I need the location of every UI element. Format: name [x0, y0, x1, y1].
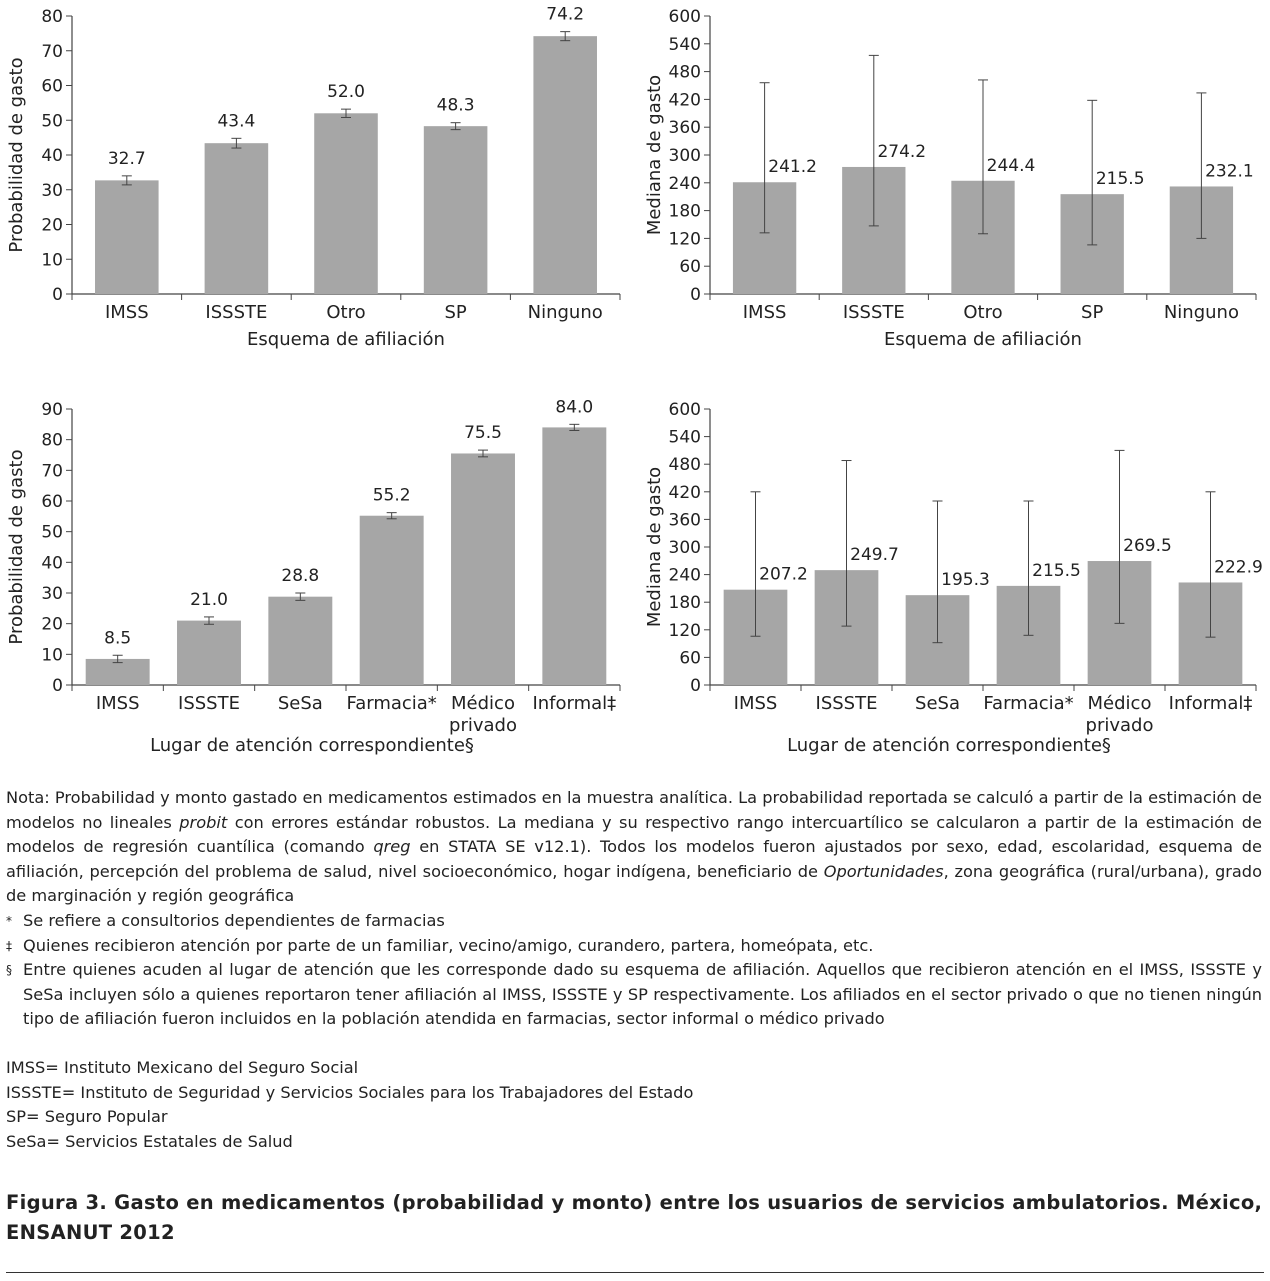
category-label: Informal‡: [532, 693, 617, 714]
category-label: privado: [1085, 715, 1154, 736]
bar: [268, 597, 332, 685]
data-label: 244.4: [986, 155, 1036, 176]
y-axis-title: Probabilidad de gasto: [6, 449, 27, 645]
abbr-sesa: SeSa= Servicios Estatales de Salud: [6, 1131, 293, 1151]
y-tick-label: 40: [41, 146, 63, 166]
category-label: ISSSTE: [205, 302, 268, 323]
chart-svg: [636, 392, 1263, 762]
data-label: 43.4: [217, 111, 256, 132]
x-axis-title: Esquema de afiliación: [247, 329, 445, 350]
data-label: 8.5: [104, 628, 132, 649]
data-label: 215.5: [1032, 560, 1081, 581]
category-label: SP: [444, 302, 467, 323]
category-label: Farmacia*: [346, 693, 437, 714]
category-label: ISSSTE: [842, 302, 905, 323]
y-tick-label: 360: [668, 118, 701, 139]
data-label: 21.0: [190, 589, 228, 610]
category-label: IMSS: [104, 302, 149, 323]
y-tick-label: 30: [41, 180, 63, 201]
bottom-rule: [6, 1272, 1264, 1273]
y-tick-label: 240: [668, 565, 701, 586]
y-tick-label: 0: [52, 676, 63, 696]
chart-svg: [0, 392, 620, 762]
category-label: Ninguno: [527, 302, 603, 323]
x-axis-title: Lugar de atención correspondiente§: [787, 735, 1111, 756]
y-tick-label: 420: [668, 482, 701, 503]
data-label: 55.2: [372, 485, 411, 506]
y-tick-label: 60: [41, 492, 63, 512]
figure-caption: [6, 1188, 1264, 1248]
abbreviations: [6, 1056, 1262, 1154]
y-tick-label: 50: [41, 111, 63, 132]
bar: [95, 180, 159, 294]
data-label: 249.7: [850, 545, 899, 566]
data-label: 241.2: [768, 157, 817, 178]
category-label: Médico: [451, 693, 515, 714]
data-label: 207.2: [759, 564, 808, 585]
y-tick-label: 180: [668, 201, 701, 222]
category-label: IMSS: [733, 693, 778, 714]
chart-median-by-affiliation: [636, 0, 1256, 360]
data-label: 52.0: [327, 82, 365, 103]
y-tick-label: 300: [668, 146, 701, 166]
y-tick-label: 60: [679, 257, 701, 278]
data-label: 28.8: [281, 566, 320, 586]
category-label: ISSSTE: [815, 693, 878, 714]
y-tick-label: 420: [668, 90, 701, 111]
footnote-asterisk: * Se refiere a consultorios dependientes de farmacias: [6, 910, 445, 930]
caption-line-2: ENSANUT 2012: [6, 1221, 175, 1244]
y-tick-label: 480: [668, 455, 701, 476]
y-tick-label: 600: [668, 7, 701, 27]
data-label: 274.2: [877, 141, 927, 162]
category-label: Otro: [963, 302, 1003, 323]
abbr-sp: SP= Seguro Popular: [6, 1107, 168, 1127]
y-tick-label: 480: [668, 62, 701, 83]
y-tick-label: 540: [668, 427, 701, 448]
chart-svg: [0, 0, 620, 360]
y-tick-label: 10: [41, 645, 63, 666]
y-tick-label: 240: [668, 173, 701, 194]
bar: [451, 453, 515, 685]
y-tick-label: 50: [41, 522, 63, 543]
category-label: Otro: [326, 302, 366, 323]
category-label: SeSa: [915, 693, 960, 714]
chart-svg: [636, 0, 1256, 360]
category-label: IMSS: [95, 693, 140, 714]
bar: [424, 126, 488, 294]
data-label: 222.9: [1214, 557, 1263, 578]
chart-probability-by-affiliation: [0, 0, 620, 360]
caption-line-1: Figura 3. Gasto en medicamentos (probabilidad y monto) entre los usuarios de servicios ambulatorios. México,: [6, 1191, 1263, 1214]
nota-paragraph: Nota: Probabilidad y monto gastado en medicamentos estimados en la muestra analítica. La probabilidad reportada se calculó a partir de la estimación de modelos no lineales probit con errores estándar robustos. La mediana y su respectivo rango intercuartílico se calcularon a partir de la estimación de modelos de regresión cuantílica (comando qreg en STATA SE v12.1). Todos los modelos fueron ajustados por sexo, edad, escolaridad, esquema de afiliación, percepción del problema de salud, nivel socioeconómico, hogar indígena, beneficiario de Oportunidades, zona geográfica (rural/urbana), grado de marginación y región geográfica: [6, 788, 1262, 906]
y-tick-label: 70: [41, 461, 63, 482]
x-axis-title: Lugar de atención correspondiente§: [150, 735, 474, 756]
y-tick-label: 0: [690, 676, 701, 696]
data-label: 84.0: [555, 397, 594, 418]
figure-notes: [6, 786, 1262, 1154]
abbr-imss: IMSS= Instituto Mexicano del Seguro Social: [6, 1057, 359, 1077]
category-label: Farmacia*: [983, 693, 1074, 714]
y-tick-label: 0: [690, 285, 701, 305]
bar: [360, 516, 424, 685]
y-tick-label: 540: [668, 34, 701, 55]
y-tick-label: 20: [41, 215, 63, 236]
data-label: 32.7: [107, 148, 146, 169]
footnote-double-dagger: ‡ Quienes recibieron atención por parte de un familiar, vecino/amigo, curandero, partera, homeópata, etc.: [6, 935, 874, 955]
y-tick-label: 180: [668, 593, 701, 614]
y-tick-label: 70: [41, 41, 63, 62]
y-axis-title: Mediana de gasto: [644, 74, 665, 236]
y-tick-label: 60: [41, 76, 63, 97]
y-axis-title: Probabilidad de gasto: [6, 57, 27, 253]
chart-median-by-place: [636, 392, 1263, 762]
bar: [314, 113, 378, 294]
data-label: 269.5: [1123, 536, 1172, 557]
y-tick-label: 300: [668, 538, 701, 558]
abbr-issste: ISSSTE= Instituto de Seguridad y Servicios Sociales para los Trabajadores del Estado: [6, 1082, 694, 1102]
bar: [205, 143, 269, 294]
y-tick-label: 80: [41, 7, 63, 27]
category-label: Médico: [1087, 693, 1152, 714]
category-label: Ninguno: [1163, 302, 1239, 323]
y-tick-label: 0: [52, 285, 63, 305]
data-label: 215.5: [1095, 169, 1145, 190]
y-tick-label: 360: [668, 510, 701, 531]
data-label: 232.1: [1205, 161, 1254, 182]
y-tick-label: 10: [41, 250, 63, 271]
data-label: 75.5: [464, 423, 502, 444]
bar: [533, 36, 597, 294]
category-label: IMSS: [742, 302, 787, 323]
bar: [542, 427, 606, 685]
y-axis-title: Mediana de gasto: [644, 466, 665, 628]
y-tick-label: 60: [679, 648, 701, 669]
category-label: Informal‡: [1168, 693, 1253, 714]
y-tick-label: 600: [668, 400, 701, 420]
footnote-section: § Entre quienes acuden al lugar de atención que les corresponde dado su esquema de afiliación. Aquellos que recibieron atención en el IMSS, ISSSTE y SeSa incluyen sólo a quienes reportaron tener afiliación al IMSS, ISSSTE y SP respectivamente. Los afiliados en el sector privado o que no tienen ningún tipo de afiliación fueron incluidos en la población atendida en farmacias, sector informal o médico privado: [6, 960, 1262, 1029]
y-tick-label: 120: [668, 229, 701, 250]
x-axis-title: Esquema de afiliación: [884, 329, 1082, 350]
data-label: 74.2: [546, 4, 585, 25]
y-tick-label: 40: [41, 553, 63, 574]
category-label: SP: [1081, 302, 1104, 323]
data-label: 195.3: [941, 570, 990, 591]
y-tick-label: 120: [668, 620, 701, 641]
category-label: SeSa: [277, 693, 323, 714]
chart-probability-by-place: [0, 392, 620, 762]
y-tick-label: 90: [41, 400, 63, 420]
y-tick-label: 20: [41, 614, 63, 635]
category-label: ISSSTE: [178, 693, 240, 714]
data-label: 48.3: [436, 95, 475, 116]
y-tick-label: 80: [41, 430, 63, 451]
category-label: privado: [449, 715, 517, 736]
bar: [177, 621, 241, 685]
y-tick-label: 30: [41, 584, 63, 604]
